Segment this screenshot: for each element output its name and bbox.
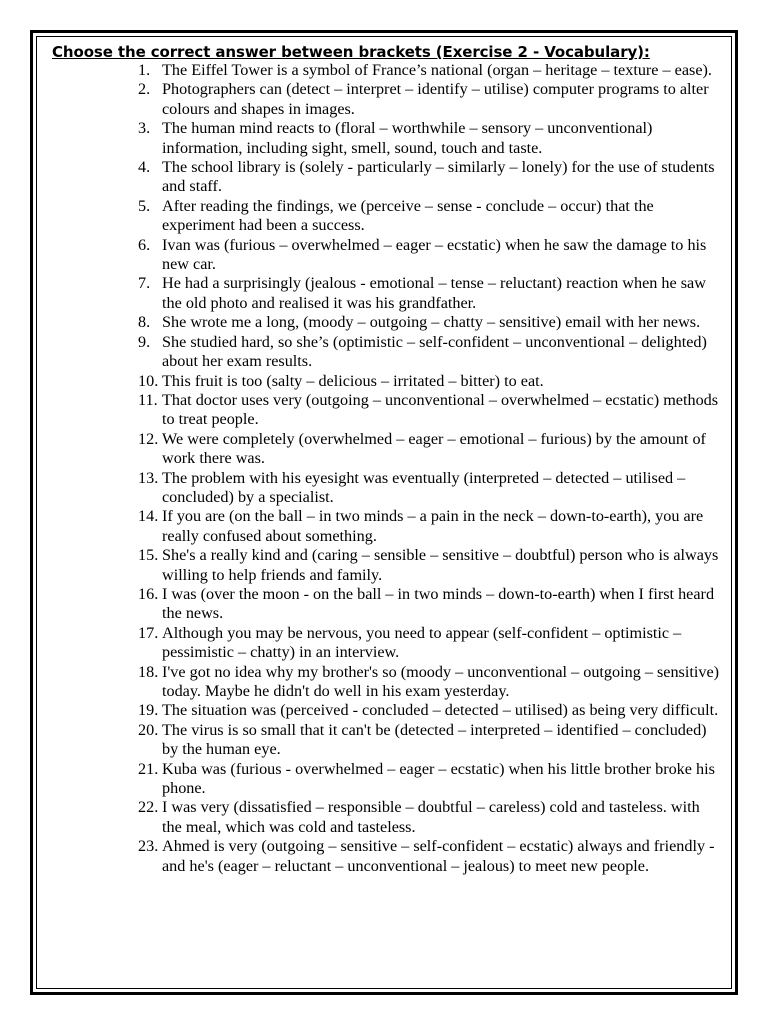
item-text: If you are (on the ball – in two minds – a pain in the neck – down-to-earth), you are really confused about something. bbox=[162, 507, 704, 545]
exercise-item bbox=[138, 61, 720, 80]
item-number: 18. bbox=[138, 662, 159, 681]
item-text: That doctor uses very (outgoing – unconventional – overwhelmed – ecstatic) methods to treat people. bbox=[162, 390, 719, 429]
item-text: Ivan was (furious – overwhelmed – eager – ecstatic) when he saw the damage to his new car. bbox=[162, 235, 707, 274]
exercise-item bbox=[138, 469, 720, 508]
exercise-item bbox=[138, 507, 720, 546]
item-number: 17. bbox=[138, 623, 159, 642]
item-text: After reading the findings, we (perceive – sense - conclude – occur) that the experiment had been a success. bbox=[162, 196, 654, 235]
item-number: 1. bbox=[138, 61, 151, 79]
item-text: The situation was (perceived - concluded – detected – utilised) as being very difficult. bbox=[162, 701, 719, 720]
exercise-item bbox=[138, 837, 720, 876]
item-number: 9. bbox=[138, 332, 151, 351]
exercise-item bbox=[138, 119, 720, 158]
item-number: 10. bbox=[138, 371, 159, 390]
exercise-heading: Choose the correct answer between brackets (Exercise 2 - Vocabulary): bbox=[52, 43, 650, 61]
exercise-item bbox=[138, 158, 720, 197]
exercise-item bbox=[138, 197, 720, 236]
item-text: This fruit is too (salty – delicious – irritated – bitter) to eat. bbox=[162, 371, 544, 390]
exercise-item bbox=[138, 721, 720, 760]
item-number: 16. bbox=[138, 584, 159, 603]
item-number: 14. bbox=[138, 507, 159, 526]
exercise-item bbox=[138, 313, 720, 332]
exercise-item bbox=[138, 663, 720, 702]
exercise-item bbox=[138, 546, 720, 585]
item-text: I've got no idea why my brother's so (moody – unconventional – outgoing – sensitive) today. Maybe he didn't do well in his exam yesterday. bbox=[162, 662, 720, 700]
item-text: We were completely (overwhelmed – eager – emotional – furious) by the amount of work there was. bbox=[162, 429, 706, 468]
item-text: The Eiffel Tower is a symbol of France’s national (organ – heritage – texture – ease). bbox=[162, 61, 712, 79]
item-number: 4. bbox=[138, 158, 151, 177]
exercise-item bbox=[138, 372, 720, 391]
item-text: The problem with his eyesight was eventually (interpreted – detected – utilised – concluded) by a specialist. bbox=[162, 468, 686, 506]
item-number: 6. bbox=[138, 235, 151, 254]
item-text: Photographers can (detect – interpret – identify – utilise) computer programs to alter colours and shapes in images. bbox=[162, 80, 709, 118]
item-text: The virus is so small that it can't be (detected – interpreted – identified – concluded) by the human eye. bbox=[162, 720, 707, 759]
item-number: 13. bbox=[138, 468, 159, 487]
exercise-item bbox=[138, 798, 720, 837]
item-text: She wrote me a long, (moody – outgoing – chatty – sensitive) email with her news. bbox=[162, 313, 701, 332]
exercise-item bbox=[138, 333, 720, 372]
item-number: 11. bbox=[138, 390, 158, 409]
item-number: 15. bbox=[138, 546, 159, 565]
item-number: 19. bbox=[138, 701, 159, 720]
item-number: 21. bbox=[138, 759, 159, 778]
exercise-item bbox=[138, 585, 720, 624]
item-text: I was very (dissatisfied – responsible – doubtful – careless) cold and tasteless. with the meal, which was cold and tasteless. bbox=[162, 798, 700, 836]
item-number: 23. bbox=[138, 837, 159, 856]
exercise-item bbox=[138, 430, 720, 469]
exercise-item bbox=[138, 236, 720, 275]
exercise-item bbox=[138, 274, 720, 313]
item-text: The human mind reacts to (floral – worthwhile – sensory – unconventional) information, including sight, smell, sound, touch and taste. bbox=[162, 119, 653, 157]
item-text: I was (over the moon - on the ball – in two minds – down-to-earth) when I first heard the news. bbox=[162, 584, 715, 623]
item-number: 20. bbox=[138, 720, 159, 739]
exercise-item bbox=[138, 391, 720, 430]
item-text: She's a really kind and (caring – sensible – sensitive – doubtful) person who is always willing to help friends and family. bbox=[162, 546, 719, 584]
exercise-item bbox=[138, 80, 720, 119]
item-text: Ahmed is very (outgoing – sensitive – self-confident – ecstatic) always and friendly - and he's (eager – reluctant – unconventional – jealous) to meet new people. bbox=[162, 837, 715, 875]
item-text: She studied hard, so she’s (optimistic – self-confident – unconventional – delighted) about her exam results. bbox=[162, 332, 707, 371]
item-number: 8. bbox=[138, 313, 151, 332]
item-number: 22. bbox=[138, 798, 159, 817]
item-text: The school library is (solely - particularly – similarly – lonely) for the use of students and staff. bbox=[162, 158, 715, 196]
item-number: 2. bbox=[138, 80, 151, 99]
exercise-item bbox=[138, 624, 720, 663]
item-number: 12. bbox=[138, 429, 159, 448]
item-number: 5. bbox=[138, 196, 151, 215]
exercise-item bbox=[138, 701, 720, 720]
item-text: Kuba was (furious - overwhelmed – eager – ecstatic) when his little brother broke his phone. bbox=[162, 759, 715, 798]
item-number: 7. bbox=[138, 274, 151, 293]
item-text: He had a surprisingly (jealous - emotional – tense – reluctant) reaction when he saw the old photo and realised it was his grandfather. bbox=[162, 274, 706, 312]
item-number: 3. bbox=[138, 119, 151, 138]
exercise-item bbox=[138, 760, 720, 799]
item-text: Although you may be nervous, you need to appear (self-confident – optimistic – pessimistic – chatty) in an interview. bbox=[162, 623, 682, 662]
exercise-list bbox=[138, 61, 720, 876]
